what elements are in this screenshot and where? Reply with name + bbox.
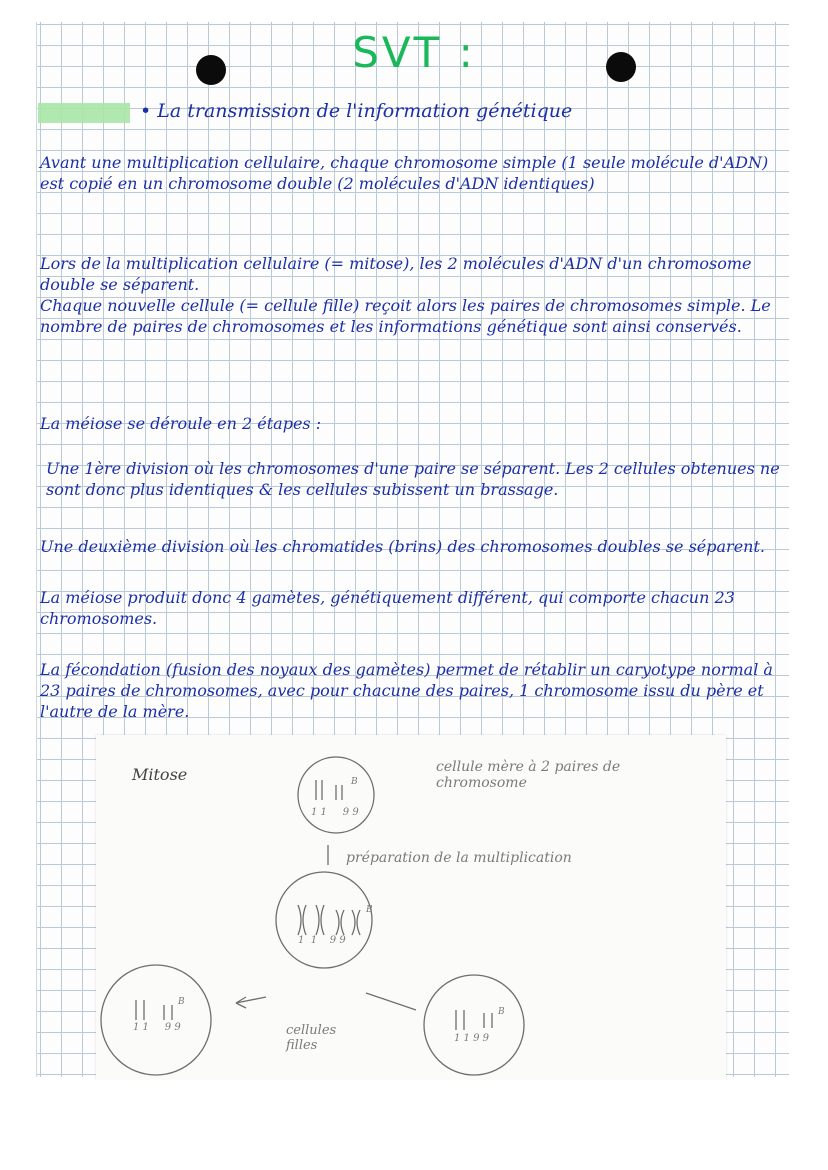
paragraph-7: La fécondation (fusion des noyaux des gamètes) permet de rétablir un caryotype normal à 23 paires de chromosomes, avec pour chacune des paires, 1 chromosome issu du père et l'autre de la mère. bbox=[40, 660, 773, 721]
left-chromo-mark: B bbox=[178, 997, 185, 1007]
mother-chromo-numbers: 1 1 9 9 bbox=[311, 807, 359, 818]
preparation-label: préparation de la multiplication bbox=[346, 850, 572, 866]
prepared-chromo-numbers: 1 1 9 9 bbox=[298, 935, 346, 946]
mother-chromosomes bbox=[316, 780, 342, 800]
left-daughter-chromosomes bbox=[136, 1000, 172, 1020]
paragraph-6: La méiose produit donc 4 gamètes, génétiquement différent, qui comporte chacun 23 chromosomes. bbox=[40, 588, 735, 628]
right-chromo-numbers: 1 1 9 9 bbox=[454, 1033, 489, 1044]
page-title: SVT : bbox=[352, 28, 476, 77]
paragraph-2: Lors de la multiplication cellulaire (= mitose), les 2 molécules d'ADN d'un chromosome double se séparent. Chaque nouvelle cellule (= cellule fille) reçoit alors les paires de chromosomes simple. Le nombre de paires de chromosomes et les informations génétique sont ainsi conservés. bbox=[40, 254, 771, 336]
mitose-label: Mitose bbox=[132, 765, 188, 784]
prepared-chromo-mark: B bbox=[366, 905, 373, 915]
paragraph-1: Avant une multiplication cellulaire, chaque chromosome simple (1 seule molécule d'ADN) est copié en un chromosome double (2 molécules d'ADN identiques) bbox=[40, 153, 769, 193]
paragraph-4: Une 1ère division où les chromosomes d'une paire se séparent. Les 2 cellules obtenues ne sont donc plus identiques & les cellules subissent un brassage. bbox=[46, 459, 780, 499]
daughter-cell-right-circle bbox=[424, 975, 524, 1075]
arrow-right-line bbox=[366, 993, 416, 1010]
daughter-cell-left-circle bbox=[101, 965, 211, 1075]
paragraph-5: Une deuxième division où les chromatides (brins) des chromosomes doubles se séparent. bbox=[40, 537, 765, 556]
left-chromo-numbers: 1 1 9 9 bbox=[133, 1022, 181, 1033]
right-daughter-chromosomes bbox=[456, 1010, 492, 1030]
paragraph-3: La méiose se déroule en 2 étapes : bbox=[40, 414, 322, 433]
right-chromo-mark: B bbox=[498, 1007, 505, 1017]
highlight-bar bbox=[38, 103, 130, 123]
mother-chromo-mark: B bbox=[351, 777, 358, 787]
double-chromosomes bbox=[298, 905, 360, 935]
page-bottom-margin bbox=[0, 1080, 828, 1170]
mother-cell-label: cellule mère à 2 paires de chromosome bbox=[436, 759, 621, 791]
section-heading: • La transmission de l'information génétique bbox=[140, 100, 573, 122]
daughters-label: cellules filles bbox=[286, 1023, 337, 1053]
mitosis-diagram bbox=[36, 735, 788, 1080]
